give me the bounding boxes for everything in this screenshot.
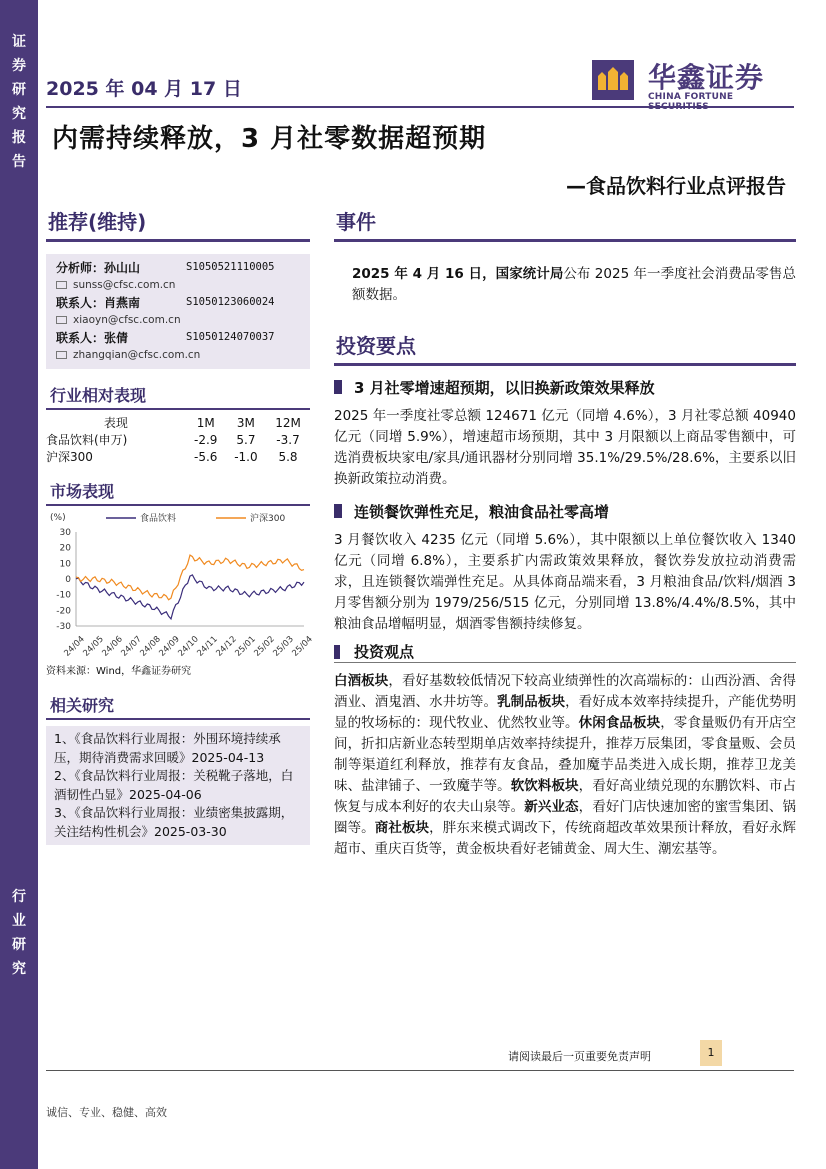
legend-label: 沪深300 (250, 514, 286, 524)
event-text: 公布 2025 年一季度社会消费品零售总额数据。 (352, 266, 796, 303)
section-title: 连锁餐饮弹性充足，粮油食品社零高增 (354, 502, 610, 521)
sidebar-top-text: 证 券 研 究 报 告 (12, 34, 26, 170)
related-heading: 相关研究 (46, 691, 310, 720)
analyst-name: 分析师：孙山山 (56, 260, 141, 275)
view-title: 投资观点 (354, 643, 415, 661)
related-item[interactable]: 1、《食品饮料行业周报：外围环境持续承压，期待消费需求回暖》2025-04-13 (54, 731, 281, 765)
points-heading: 投资要点 (334, 326, 796, 366)
analyst-id: S1050124070037 (186, 331, 275, 343)
y-tick-label: 20 (59, 543, 71, 554)
analyst-box (46, 254, 310, 369)
report-date: 2025 年 04 月 17 日 (46, 78, 242, 100)
event-lead: 2025 年 4 月 16 日，国家统计局 (352, 266, 564, 282)
y-tick-label: 30 (59, 528, 71, 538)
company-motto: 诚信、专业、稳健、高效 (46, 1106, 167, 1119)
y-tick-label: -10 (56, 590, 71, 601)
table-row (46, 431, 310, 448)
table-cell: -3.7 (276, 432, 300, 447)
related-item[interactable]: 2、《食品饮料行业周报：关税靴子落地，白酒韧性凸显》2025-04-06 (54, 768, 294, 802)
x-tick-label: 24/04 (62, 634, 87, 659)
logo-cn-text: 华鑫证券 (648, 61, 765, 94)
market-heading: 市场表现 (46, 477, 310, 506)
chart-source: 资料来源：Wind，华鑫证券研究 (46, 666, 192, 677)
view-heading (334, 643, 796, 663)
performance-table (46, 414, 310, 465)
view-text: ，看好门店快速加密的蜜雪集团、锅圈等。 (334, 799, 797, 836)
table-cell: 5.8 (278, 449, 298, 464)
x-tick-label: 24/12 (214, 634, 239, 659)
view-text: ，胖东来模式调改下，传统商超改革效果预计释放，看好永辉超市、重庆百货等，黄金板块看好老铺黄金、周大生、潮宏基等。 (334, 820, 797, 857)
market-chart-svg (46, 510, 315, 660)
table-header: 表现 (103, 416, 128, 430)
page-number: 1 (700, 1040, 722, 1066)
view-text: ，看好高业绩兑现的东鹏饮料、市占恢复与成本利好的农夫山泉等。 (334, 778, 797, 815)
table-header-row (46, 414, 310, 431)
view-bold: 白酒板块 (334, 673, 389, 689)
x-tick-label: 25/03 (271, 634, 296, 659)
view-text: ，零食量贩仍有开店空间，折扣店新业态转型期单店效率持续提升，推荐万辰集团，零食量贩、会员制等渠道红利释放，推荐有友食品，叠加魔芋品类进入成长期，推荐卫龙美味、盐津铺子、一致魔芋等。 (334, 715, 797, 794)
x-tick-label: 25/02 (252, 634, 277, 659)
related-item[interactable]: 3、《食品饮料行业周报：业绩密集披露期，关注结构性机会》2025-03-30 (54, 805, 294, 839)
table-cell: 食品饮料(申万) (46, 433, 128, 447)
table-header: 1M (196, 415, 215, 430)
section-body: 2025 年一季度社零总额 124671 亿元（同增 4.6%），3 月社零总额 40940 亿元（同增 5.9%），增速超市场预期，其中 3 月限额以上商品零售额中，可选消费板块家电/家具/通讯器材分别同增 35.1%/29.5%/28.6%，主要系以旧换新政策拉动消费。 (334, 408, 796, 487)
analyst-id: S1050521110005 (186, 261, 275, 273)
view-bold: 乳制品板块 (497, 694, 566, 710)
analyst-id: S1050123060024 (186, 296, 275, 308)
header-divider (46, 106, 794, 108)
rating-heading: 推荐(维持) (46, 202, 310, 242)
event-paragraph (334, 264, 796, 306)
related-list (46, 726, 310, 845)
performance-heading: 行业相对表现 (46, 381, 310, 410)
y-tick-label: 10 (59, 559, 71, 570)
y-tick-label: -30 (56, 622, 71, 632)
analyst-row (56, 328, 300, 346)
section-heading (334, 376, 796, 398)
analyst-row (56, 293, 300, 311)
view-bold: 商社板块 (374, 820, 430, 836)
x-tick-label: 24/10 (176, 634, 201, 659)
y-tick-label: 0 (65, 575, 71, 585)
report-title: 内需持续释放，3 月社零数据超预期 (52, 124, 487, 154)
logo-mark-icon (592, 60, 634, 100)
table-cell: -2.9 (194, 432, 218, 447)
analyst-name: 联系人：张倩 (56, 330, 129, 345)
square-bullet-icon (334, 645, 340, 659)
analyst-email[interactable] (56, 276, 300, 293)
x-tick-label: 24/05 (81, 634, 106, 659)
market-chart (46, 510, 315, 660)
square-bullet-icon (334, 504, 342, 518)
view-body (334, 671, 796, 860)
mail-icon (56, 351, 67, 359)
email-text: sunss@cfsc.com.cn (73, 278, 176, 291)
disclaimer-note[interactable]: 请阅读最后一页重要免责声明 (508, 1050, 651, 1063)
table-cell: 沪深300 (46, 450, 93, 464)
sidebar (0, 0, 38, 1169)
analyst-email[interactable] (56, 311, 300, 328)
y-tick-label: -20 (56, 606, 71, 617)
view-text: ，看好基数较低情况下较高业绩弹性的次高端标的：山西汾酒、舍得酒业、酒鬼酒、水井坊等。 (334, 673, 797, 710)
view-bold: 休闲食品板块 (578, 715, 661, 731)
x-tick-label: 24/08 (138, 634, 163, 659)
right-column (334, 202, 796, 860)
view-bold: 软饮料板块 (510, 778, 579, 794)
logo-en-text: CHINA FORTUNE (648, 92, 734, 102)
report-subtitle: —食品饮料行业点评报告 (566, 174, 786, 198)
x-tick-label: 24/11 (195, 634, 220, 659)
sidebar-bottom-text: 行 业 研 究 (12, 889, 26, 977)
table-cell: -5.6 (194, 449, 218, 464)
analyst-email[interactable] (56, 346, 300, 363)
legend-label: 食品饮料 (140, 514, 177, 524)
left-column (46, 202, 315, 845)
table-row (46, 448, 310, 465)
y-unit-label: (%) (50, 513, 66, 523)
event-heading: 事件 (334, 202, 796, 242)
x-tick-label: 25/04 (290, 634, 315, 659)
x-tick-label: 24/06 (100, 634, 125, 659)
footer-divider (46, 1070, 794, 1071)
x-tick-label: 24/07 (119, 634, 144, 659)
email-text: zhangqian@cfsc.com.cn (73, 348, 201, 361)
table-header: 12M (275, 415, 301, 430)
analyst-row (56, 258, 300, 276)
x-tick-label: 24/09 (157, 634, 182, 659)
table-cell: -1.0 (234, 449, 258, 464)
section-title: 3 月社零增速超预期，以旧换新政策效果释放 (354, 378, 655, 397)
analyst-name: 联系人：肖燕南 (56, 295, 141, 310)
view-bold: 新兴业态 (524, 799, 579, 815)
company-logo (592, 56, 792, 106)
table-header: 3M (236, 415, 255, 430)
table-cell: 5.7 (236, 432, 256, 447)
email-text: xiaoyn@cfsc.com.cn (73, 313, 181, 326)
section-body: 3 月餐饮收入 4235 亿元（同增 5.6%），其中限额以上单位餐饮收入 1340 亿元（同增 6.8%），主要系扩内需政策效果释放，餐饮券发放拉动消费需求，且连锁餐饮端弹性充足。从具体商品端来看，3 月粮油食品/饮料/烟酒 3 月零售额分别为 1979/256/515 亿元，分别同增 13.8%/4.4%/8.5%，其中粮油食品增幅明显，烟酒零售额持续修复。 (334, 532, 796, 632)
mail-icon (56, 316, 67, 324)
mail-icon (56, 281, 67, 289)
x-tick-label: 25/01 (233, 634, 258, 659)
section-heading (334, 500, 796, 522)
view-text: ，看好成本效率持续提升，产能优势明显的牧场标的：现代牧业、优然牧业等。 (334, 694, 797, 731)
square-bullet-icon (334, 380, 342, 394)
